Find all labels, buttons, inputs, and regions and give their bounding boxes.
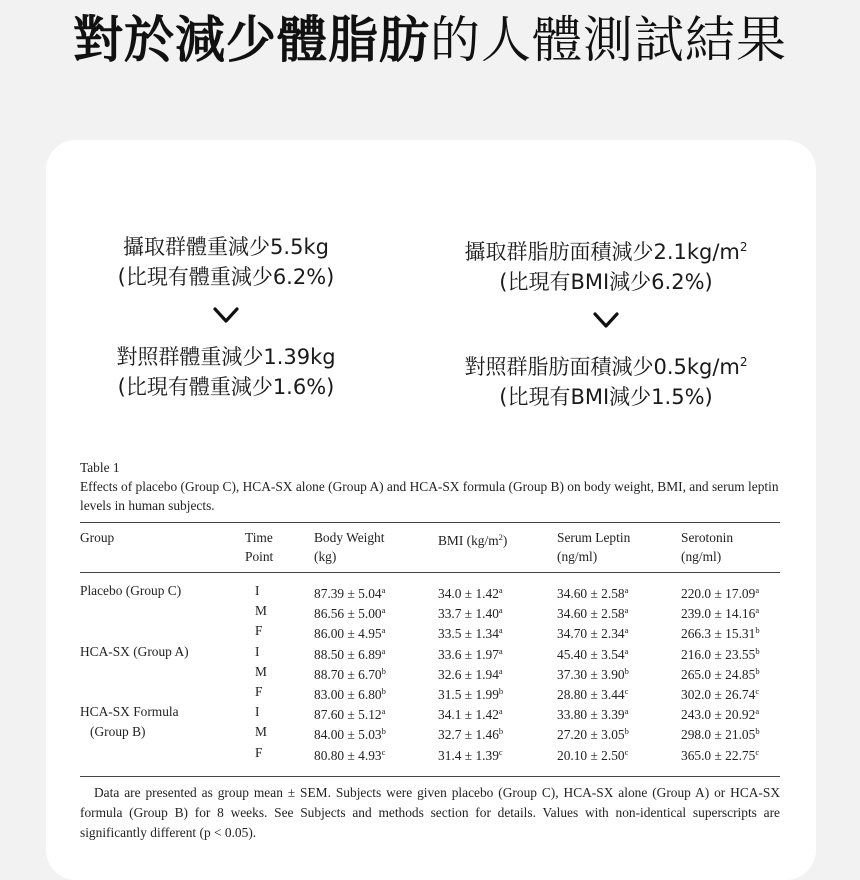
cell-serotonin: 265.0 ± 24.85$^b$: [681, 665, 760, 682]
cell-serotonin: 365.0 ± 22.75$^c$: [681, 746, 760, 763]
cell-body-weight: 83.00 ± 6.80$^b$: [314, 686, 386, 703]
cell-serum-leptin: 37.30 ± 3.90$^b$: [557, 665, 629, 682]
chevron-down-icon: [591, 309, 621, 333]
cell-bmi: 31.5 ± 1.99$^b$: [438, 686, 504, 703]
cell-serum-leptin: 34.70 ± 2.34$^a$: [557, 625, 629, 642]
control-fat-area-loss: 對照群脂肪面積減少$0.5kg/m^2$: [464, 355, 748, 379]
page-title: [0, 4, 860, 76]
cell-serum-leptin: 27.20 ± 3.05$^b$: [557, 726, 629, 743]
cell-bmi: 33.5 ± 1.34$^a$: [438, 625, 503, 642]
cell-bmi: 33.6 ± 1.97$^a$: [438, 645, 503, 662]
cell-group: [80, 683, 245, 703]
cell-time-point: F: [255, 744, 263, 760]
group-weight-percent: (比現有體重減少6.2%): [117, 265, 335, 289]
table-row: [80, 622, 780, 642]
cell-serum-leptin: 34.60 ± 2.58$^a$: [557, 585, 629, 601]
cell-bmi: 34.1 ± 1.42$^a$: [438, 706, 503, 723]
table-row: [80, 744, 780, 776]
cell-body-weight: 80.80 ± 4.93$^c$: [314, 746, 386, 763]
cell-body-weight: 84.00 ± 5.03$^b$: [314, 726, 386, 743]
cell-serotonin: 298.0 ± 21.05$^b$: [681, 726, 760, 743]
weight-summary: [46, 232, 406, 402]
cell-body-weight: 87.60 ± 5.12$^a$: [314, 706, 386, 723]
table-row: [80, 573, 780, 602]
cell-serotonin: 239.0 ± 14.16$^a$: [681, 605, 760, 622]
cell-bmi: 33.7 ± 1.40$^a$: [438, 605, 503, 622]
cell-group: (Group B): [80, 724, 146, 740]
cell-serum-leptin: 45.40 ± 3.54$^a$: [557, 645, 629, 662]
table-row: [80, 723, 780, 743]
table-body: [80, 573, 780, 776]
cell-body-weight: 87.39 ± 5.04$^a$: [314, 585, 386, 601]
cell-time-point: F: [255, 684, 263, 700]
data-table: [80, 523, 780, 776]
table-row: [80, 663, 780, 683]
table-label: Table 1: [80, 460, 120, 475]
header-bmi: BMI $(kg/m^2)$: [438, 532, 508, 548]
table-footnote: Data are presented as group mean ± SEM. Subjects were given placebo (Group C), HCA-SX alone (Group A) or HCA-SX formula (Group B) for 8 weeks. See Subjects and methods section for details. Values with non-identical superscripts are significantly different (p < 0.05).: [80, 784, 780, 840]
header-serotonin: Serotonin (ng/ml): [681, 530, 734, 564]
results-card: [46, 140, 816, 880]
cell-body-weight: 88.50 ± 6.89$^a$: [314, 645, 386, 662]
cell-serotonin: 243.0 ± 20.92$^a$: [681, 706, 760, 723]
cell-time-point: I: [255, 583, 260, 598]
header-serum-leptin: Serum Leptin (ng/ml): [557, 530, 631, 564]
cell-body-weight: 88.70 ± 6.70$^b$: [314, 665, 386, 682]
page-title-light: 的人體測試結果: [430, 11, 787, 69]
cell-time-point: M: [255, 603, 267, 619]
group-bmi-percent: (比現有BMI減少6.2%): [499, 270, 713, 294]
cell-serotonin: 302.0 ± 26.74$^c$: [681, 686, 760, 703]
group-fat-area-loss: 攝取群脂肪面積減少$2.1kg/m^2$: [464, 240, 748, 264]
cell-time-point: M: [255, 724, 267, 740]
cell-serotonin: 266.3 ± 15.31$^b$: [681, 625, 760, 642]
cell-time-point: F: [255, 623, 263, 639]
cell-group: [80, 602, 245, 622]
cell-bmi: 34.0 ± 1.42$^a$: [438, 585, 503, 601]
cell-bmi: 31.4 ± 1.39$^c$: [438, 746, 503, 763]
chevron-down-icon: [211, 304, 241, 328]
cell-group: HCA-SX Formula: [80, 704, 179, 720]
header-group: Group: [80, 530, 115, 545]
cell-serum-leptin: 20.10 ± 2.50$^c$: [557, 746, 629, 763]
cell-serum-leptin: 28.80 ± 3.44$^c$: [557, 686, 629, 703]
control-weight-loss: 對照群體重減少1.39kg: [116, 345, 336, 369]
cell-group: [80, 663, 245, 683]
cell-group: HCA-SX (Group A): [80, 643, 189, 659]
header-body-weight: Body Weight (kg): [314, 530, 385, 564]
cell-serotonin: 220.0 ± 17.09$^a$: [681, 585, 760, 601]
cell-group: [80, 744, 245, 776]
cell-group: Placebo (Group C): [80, 583, 182, 598]
table-row: [80, 602, 780, 622]
cell-bmi: 32.6 ± 1.94$^a$: [438, 665, 503, 682]
page-title-bold: 對於減少體脂肪: [73, 11, 430, 69]
table-row: [80, 703, 780, 723]
cell-bmi: 32.7 ± 1.46$^b$: [438, 726, 504, 743]
header-time-point: Time Point: [245, 530, 274, 564]
control-bmi-percent: (比現有BMI減少1.5%): [499, 385, 713, 409]
cell-time-point: I: [255, 643, 260, 659]
cell-serotonin: 216.0 ± 23.55$^b$: [681, 645, 760, 662]
research-table: [80, 458, 780, 843]
cell-serum-leptin: 34.60 ± 2.58$^a$: [557, 605, 629, 622]
group-weight-loss: 攝取群體重減少5.5kg: [123, 235, 329, 259]
cell-body-weight: 86.00 ± 4.95$^a$: [314, 625, 386, 642]
cell-group: [80, 622, 245, 642]
table-row: [80, 683, 780, 703]
cell-serum-leptin: 33.80 ± 3.39$^a$: [557, 706, 629, 723]
control-weight-percent: (比現有體重減少1.6%): [117, 375, 335, 399]
cell-body-weight: 86.56 ± 5.00$^a$: [314, 605, 386, 622]
cell-time-point: M: [255, 663, 267, 679]
table-caption: Effects of placebo (Group C), HCA-SX alone (Group A) and HCA-SX formula (Group B) on body weight, BMI, and serum leptin levels in human subjects.: [80, 479, 779, 513]
table-row: [80, 643, 780, 663]
cell-time-point: I: [255, 704, 260, 720]
fat-area-summary: [426, 232, 786, 412]
table-header: [80, 523, 780, 573]
